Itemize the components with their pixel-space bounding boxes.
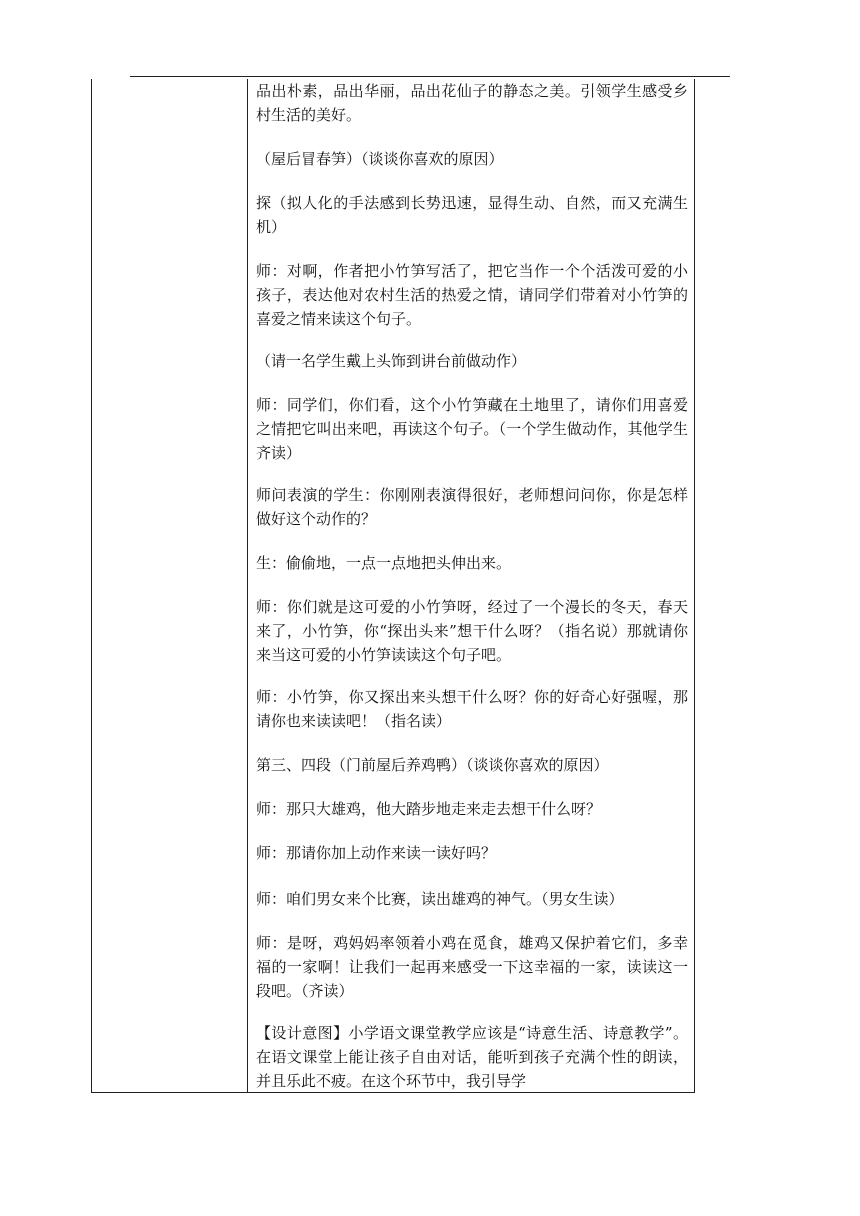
paragraph: 品出朴素，品出华丽，品出花仙子的静态之美。引领学生感受乡村生活的美好。: [256, 82, 688, 124]
design-intent-paragraph: 【设计意图】小学语文课堂教学应该是“诗意生活、诗意教学”。在语文课堂上能让孩子自由对话，能听到孩子充满个性的朗读，并且乐此不疲。在这个环节中，我引导学: [256, 1024, 688, 1090]
paragraph: 师：是呀，鸡妈妈率领着小鸡在觅食，雄鸡又保护着它们，多幸福的一家啊！让我们一起再来感受一下这幸福的一家，读读这一段吧。（齐读）: [256, 934, 688, 1000]
paragraph: （屋后冒春笋）（谈谈你喜欢的原因）: [256, 150, 504, 168]
paragraph: 探（拟人化的手法感到长势迅速，显得生动、自然，而又充满生机）: [256, 194, 688, 236]
lesson-table: [91, 79, 695, 1093]
paragraph: 生：偷偷地，一点一点地把头伸出来。: [256, 554, 512, 572]
section-heading: 第三、四段（门前屋后养鸡鸭）（谈谈你喜欢的原因）: [256, 756, 609, 774]
page-header-rule: [130, 76, 730, 77]
paragraph: 师：那请你加上动作来读一读好吗？: [256, 844, 497, 862]
paragraph: （请一名学生戴上头饰到讲台前做动作）: [256, 352, 527, 370]
paragraph: 师问表演的学生：你刚刚表演得很好，老师想问问你，你是怎样做好这个动作的？: [256, 486, 688, 528]
paragraph: 师：小竹笋，你又探出来头想干什么呀？你的好奇心好强喔，那请你也来读读吧！（指名读）: [256, 688, 688, 730]
table-column-divider: [247, 79, 248, 1092]
paragraph: 师：对啊，作者把小竹笋写活了，把它当作一个个活泼可爱的小孩子，表达他对农村生活的热爱之情，请同学们带着对小竹笋的喜爱之情来读这个句子。: [256, 262, 688, 328]
paragraph: 师：那只大雄鸡，他大踏步地走来走去想干什么呀？: [256, 800, 602, 818]
paragraph: 师：同学们，你们看，这个小竹笋藏在土地里了，请你们用喜爱之情把它叫出来吧，再读这个句子。（一个学生做动作，其他学生齐读）: [256, 396, 688, 462]
paragraph: 师：你们就是这可爱的小竹笋呀，经过了一个漫长的冬天，春天来了，小竹笋，你“探出头来”想干什么呀？（指名说）那就请你来当这可爱的小竹笋读读这个句子吧。: [256, 598, 688, 664]
paragraph: 师：咱们男女来个比赛，读出雄鸡的神气。（男女生读）: [256, 890, 624, 908]
